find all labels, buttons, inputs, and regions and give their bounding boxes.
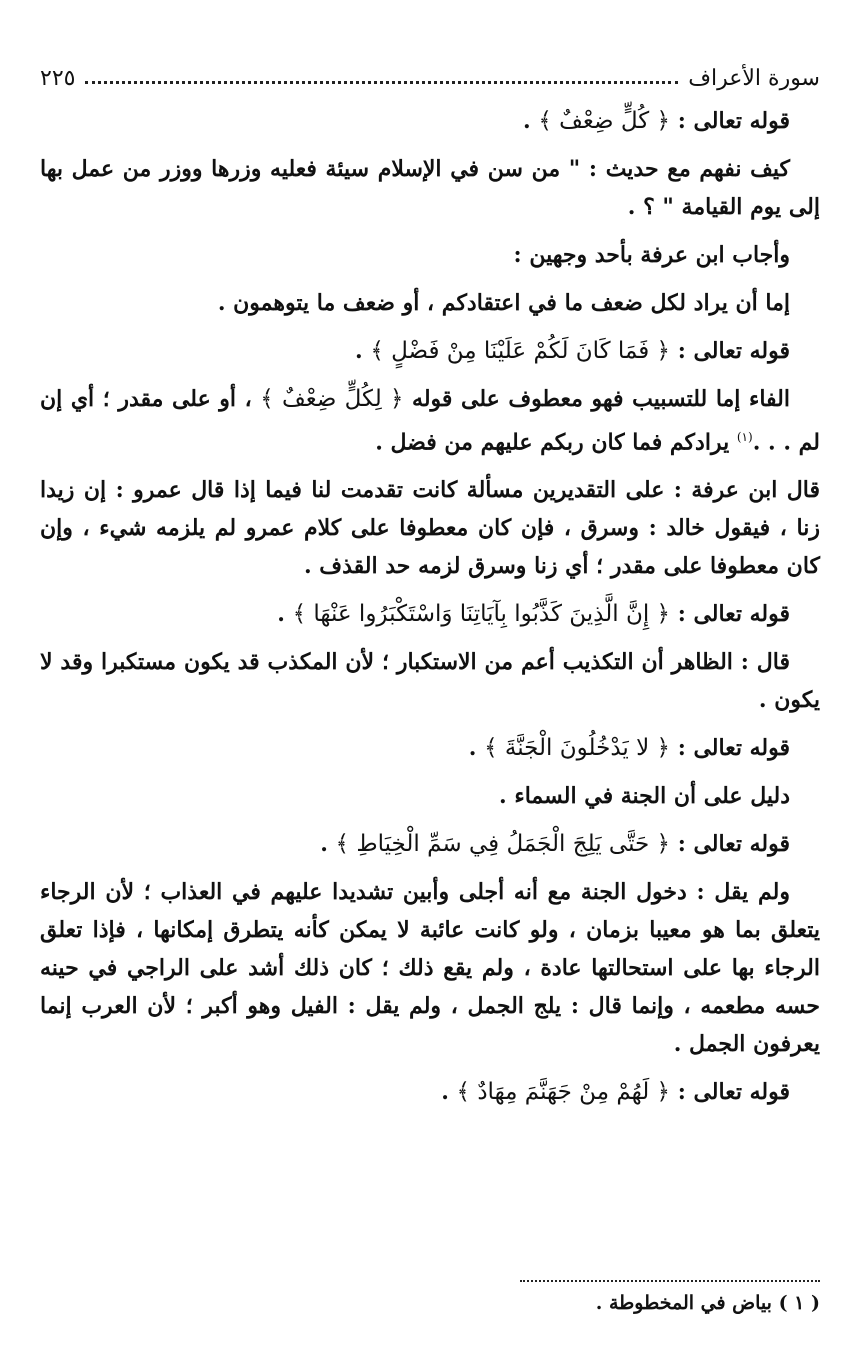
quran-quote: ﴿ فَمَا كَانَ لَكُمْ عَلَيْنَا مِنْ فَضْلٍ ﴾	[370, 338, 671, 364]
paragraph: كيف نفهم مع حديث : " من سن في الإسلام سيئة فعليه وزرها ووزر من عمل بها إلى يوم القيامة " ؟ .	[40, 156, 820, 220]
verse-intro: قوله تعالى :	[670, 601, 790, 628]
verse-tail: .	[320, 831, 336, 858]
verse-line	[40, 825, 820, 863]
quran-quote: ﴿ لا يَدْخُلُونَ الْجَنَّةَ ﴾	[484, 735, 671, 762]
verse-intro: قوله تعالى :	[670, 108, 790, 134]
paragraph	[40, 380, 820, 461]
paragraph: قال : الظاهر أن التكذيب أعم من الاستكبار ؛ لأن المكذب قد يكون مستكبرا وقد لا يكون .	[40, 649, 820, 714]
verse-tail: .	[441, 1079, 457, 1106]
footnote-marker[interactable]: (١)	[736, 430, 753, 444]
verse-intro: قوله تعالى :	[670, 1079, 790, 1106]
verse-line	[40, 1073, 820, 1111]
paragraph: إما أن يراد لكل ضعف ما في اعتقادكم ، أو ضعف ما يتوهمون .	[217, 290, 790, 316]
page-number: ٢٢٥	[40, 65, 76, 91]
quran-quote: ﴿ حَتَّى يَلِجَ الْجَمَلُ فِي سَمِّ الْخِيَاطِ ﴾	[335, 831, 671, 858]
verse-intro: قوله تعالى :	[670, 735, 790, 762]
header-dotted-rule	[85, 81, 678, 84]
footnote-separator	[520, 1280, 820, 1282]
paragraph: قال ابن عرفة : على التقديرين مسألة كانت تقدمت لنا فيما إذا قال عمرو : إن زيدا زنا ، فيقول خالد : وسرق ، فإن كان معطوفا على كلام عمرو لم يلزمه شيء ، وإن كان معطوفا على مقدر ؛ أي زنا وسرق لزمه حد القذف .	[40, 477, 820, 580]
document-page	[40, 60, 820, 1350]
running-header	[40, 60, 820, 96]
verse-line	[40, 595, 820, 633]
footnote: ( ١ ) بياض في المخطوطة .	[595, 1292, 820, 1314]
verse-tail: .	[354, 338, 371, 364]
verse-line	[40, 729, 820, 767]
quran-quote: ﴿ لَهُمْ مِنْ جَهَنَّمَ مِهَادٌ ﴾	[456, 1079, 671, 1106]
paragraph-text: يرادكم فما كان ربكم عليهم من فضل .	[375, 429, 737, 456]
quran-quote: ﴿ لِكُلٍّ ضِعْفٌ ﴾	[260, 386, 404, 412]
page-body	[40, 102, 820, 1111]
verse-line	[40, 332, 820, 370]
verse-line	[40, 102, 820, 140]
surah-title: سورة الأعراف	[688, 65, 820, 91]
paragraph-text: الفاء إما للتسبيب فهو معطوف على قوله	[403, 386, 790, 412]
verse-tail: .	[523, 108, 539, 134]
paragraph-text: ، أو على مقدر ؛ أي إن لم . . .	[40, 386, 820, 456]
verse-tail: .	[277, 601, 293, 628]
paragraph: ولم يقل : دخول الجنة مع أنه أجلى وأبين تشديدا عليهم في العذاب ؛ لأن الرجاء يتعلق بما هو معيبا بزمان ، ولو كانت عائبة لا يمكن كأنه يتطرق إمكانها ، فإذا تعلق الرجاء بها على استحالتها عادة ، ولم يقع ذلك ؛ كان ذلك أشد على الراجي في حينه حسه مطعمه ، وإنما قال : يلج الجمل ، ولم يقل : الفيل وهو أكبر ؛ لأن العرب إنما يعرفون الجمل .	[40, 879, 820, 1058]
verse-intro: قوله تعالى :	[670, 338, 790, 364]
verse-intro: قوله تعالى :	[670, 831, 790, 858]
quran-quote: ﴿ إِنَّ الَّذِينَ كَذَّبُوا بِآيَاتِنَا وَاسْتَكْبَرُوا عَنْهَا ﴾	[292, 601, 671, 628]
paragraph: دليل على أن الجنة في السماء .	[499, 783, 790, 810]
paragraph: وأجاب ابن عرفة بأحد وجهين :	[513, 242, 790, 268]
verse-tail: .	[468, 735, 485, 762]
quran-quote: ﴿ كُلٍّ ضِعْفٌ ﴾	[538, 108, 671, 134]
